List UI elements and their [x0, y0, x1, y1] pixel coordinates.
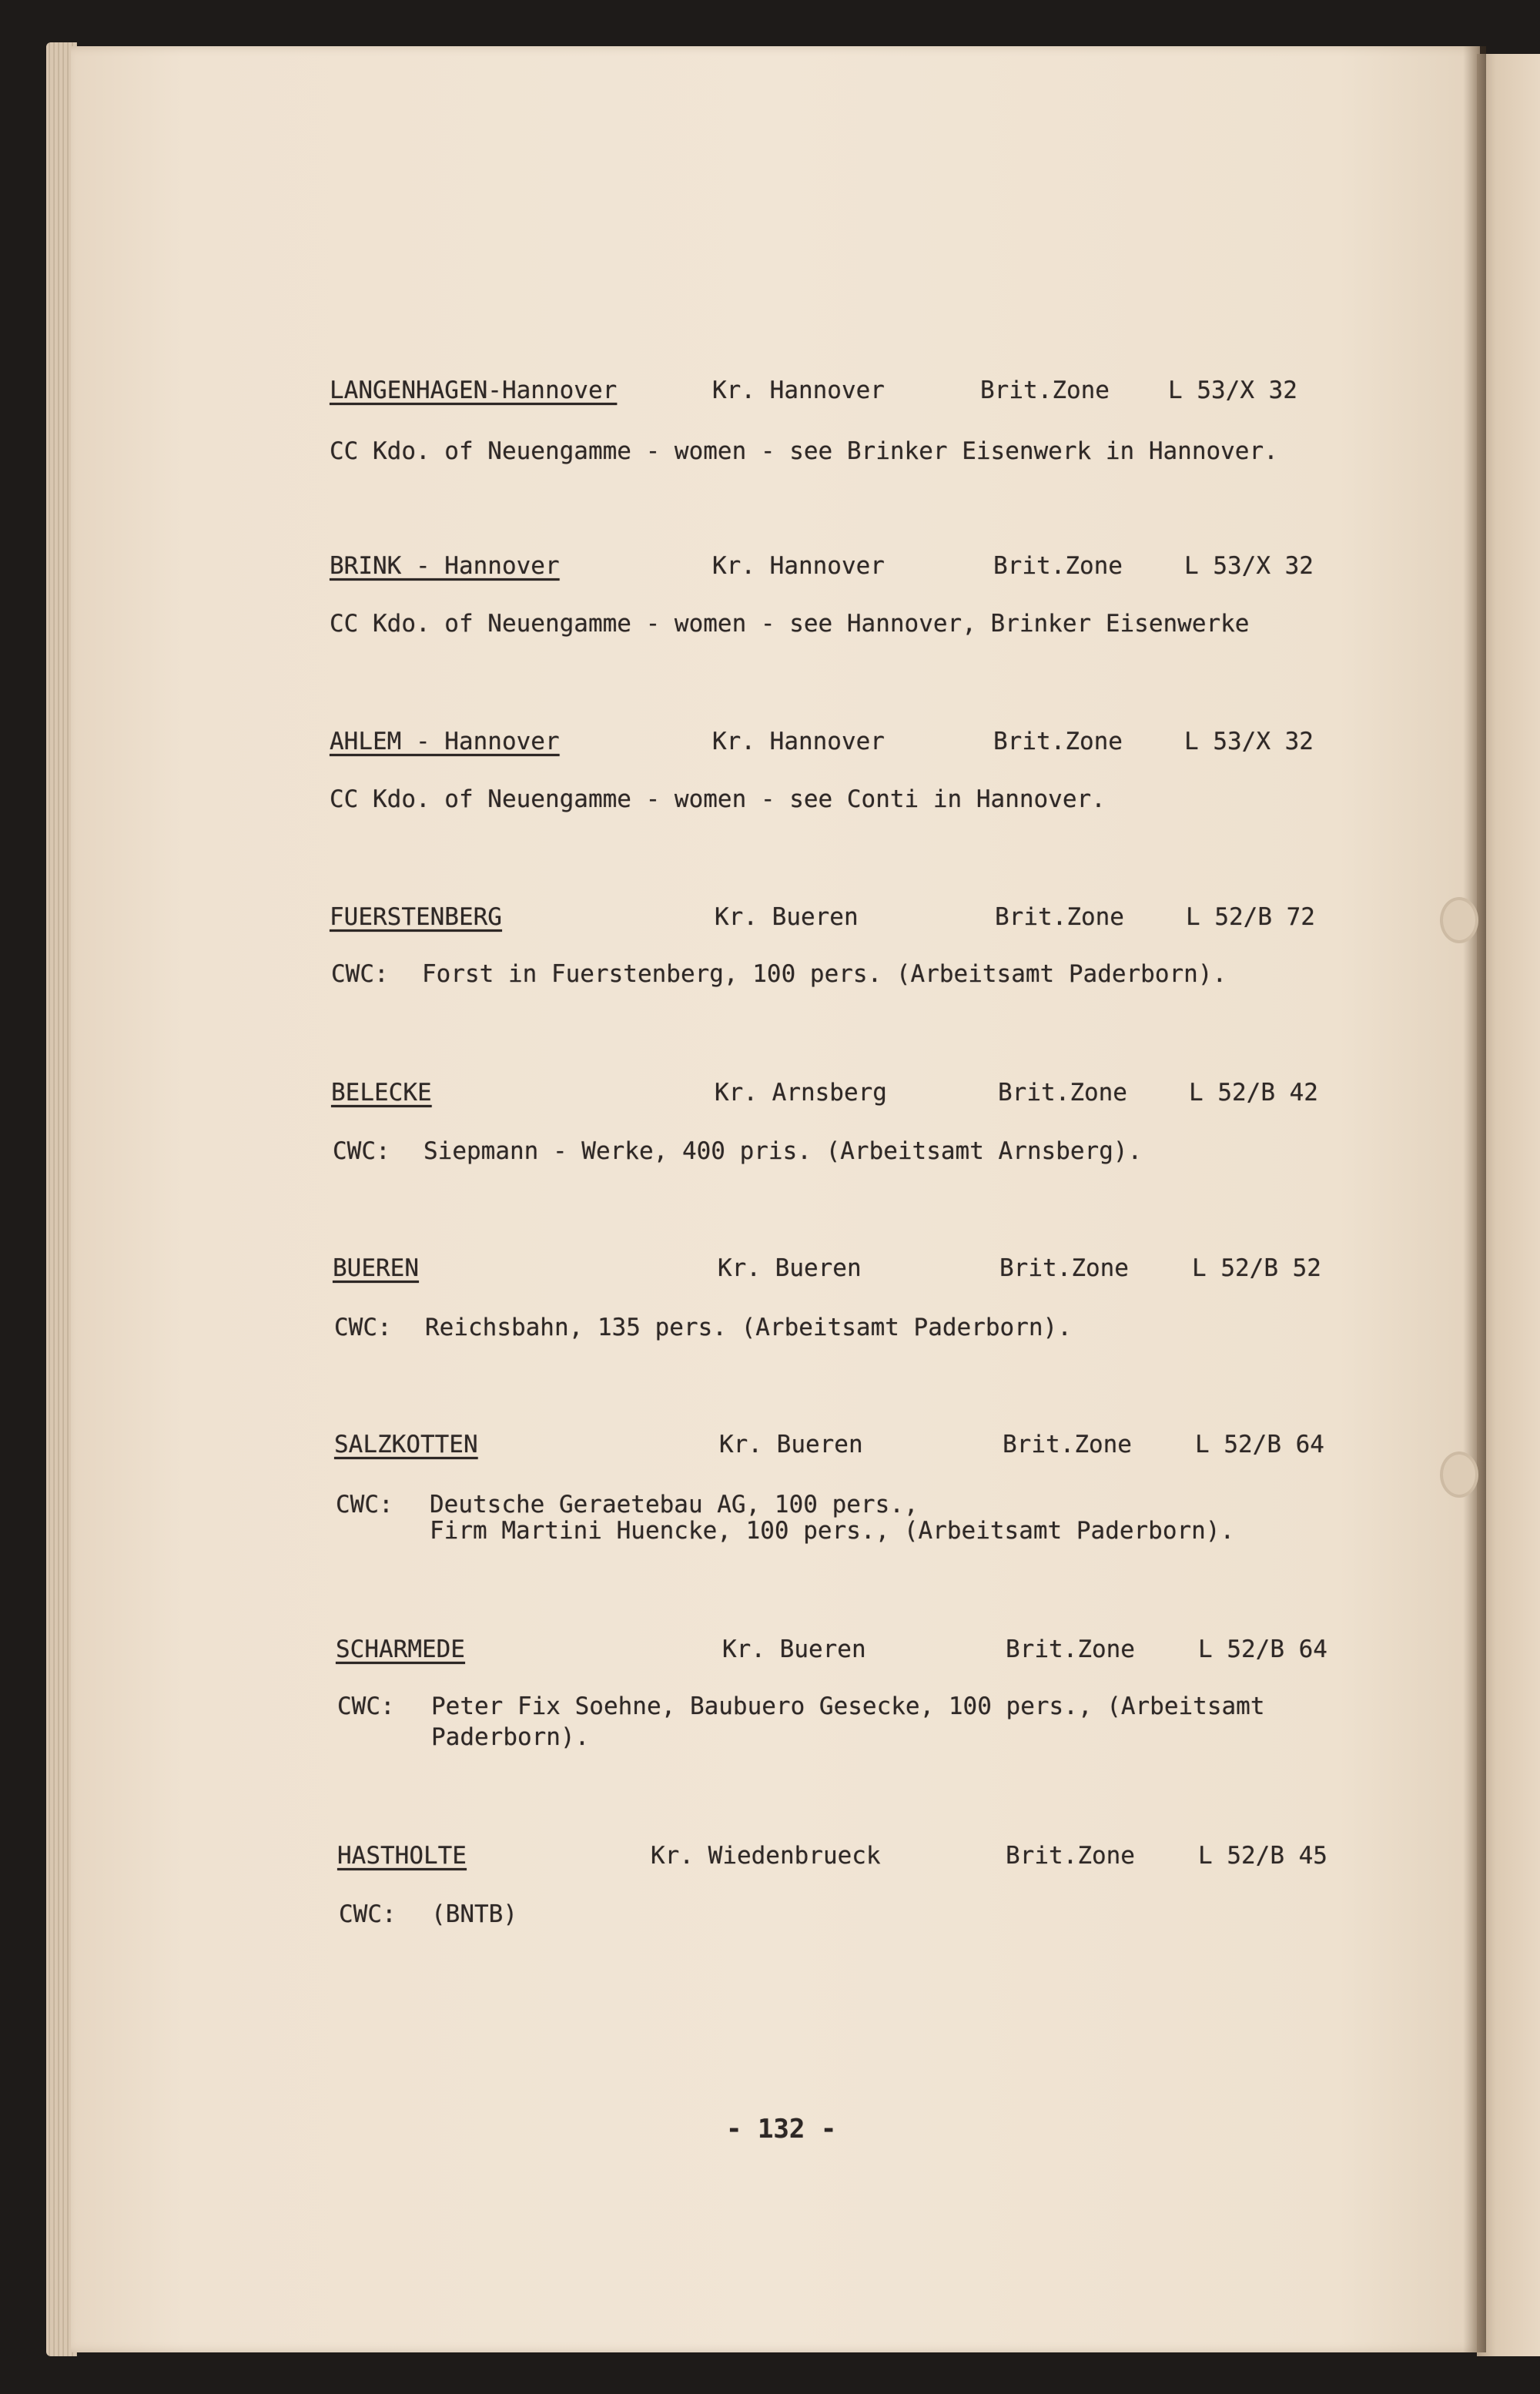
entry-place: BUEREN: [333, 1254, 419, 1282]
entry-map-ref: L 52/B 64: [1195, 1431, 1324, 1458]
entry-kreis: Kr. Bueren: [718, 1254, 862, 1282]
entry-label: CWC:: [336, 1491, 393, 1518]
entry-place: SALZKOTTEN: [334, 1431, 478, 1458]
entry-place: AHLEM - Hannover: [330, 728, 560, 755]
entry-kreis: Kr. Arnsberg: [715, 1079, 887, 1107]
entry-label: CWC:: [333, 1137, 390, 1165]
entry-map-ref: L 52/B 45: [1198, 1842, 1327, 1870]
punch-hole: [1440, 1451, 1478, 1498]
entry-place: BELECKE: [331, 1079, 432, 1107]
punch-hole: [1440, 897, 1478, 943]
entry-text: CC Kdo. of Neuengamme - women - see Brinker Eisenwerk in Hannover.: [330, 437, 1278, 465]
entry-place: SCHARMEDE: [336, 1636, 465, 1663]
entry-place: BRINK - Hannover: [330, 552, 560, 580]
entry-zone: Brit.Zone: [995, 903, 1124, 931]
entry-text: Paderborn).: [431, 1723, 590, 1751]
page-number: - 132 -: [726, 2114, 837, 2145]
entry-label: CWC:: [337, 1693, 395, 1720]
entry-zone: Brit.Zone: [993, 728, 1123, 755]
entry-text: Forst in Fuerstenberg, 100 pers. (Arbeitsamt Paderborn).: [422, 960, 1227, 988]
entry-map-ref: L 52/B 52: [1192, 1254, 1321, 1282]
entry-label: CWC:: [339, 1900, 397, 1928]
entry-text: Siepmann - Werke, 400 pris. (Arbeitsamt Arnsberg).: [424, 1137, 1143, 1165]
entry-zone: Brit.Zone: [1006, 1636, 1135, 1663]
entry-map-ref: L 53/X 32: [1168, 377, 1297, 404]
entry-text: (BNTB): [431, 1900, 517, 1928]
entry-map-ref: L 53/X 32: [1184, 728, 1314, 755]
entry-text: CC Kdo. of Neuengamme - women - see Conti in Hannover.: [330, 785, 1106, 813]
entry-zone: Brit.Zone: [993, 552, 1123, 580]
entry-kreis: Kr. Hannover: [712, 728, 885, 755]
entry-zone: Brit.Zone: [1003, 1431, 1132, 1458]
entry-zone: Brit.Zone: [998, 1079, 1127, 1107]
entry-map-ref: L 52/B 72: [1186, 903, 1315, 931]
entry-text: Peter Fix Soehne, Baubuero Gesecke, 100 pers., (Arbeitsamt: [431, 1693, 1265, 1720]
entry-place: LANGENHAGEN-Hannover: [330, 377, 618, 404]
entry-kreis: Kr. Hannover: [712, 552, 885, 580]
entry-zone: Brit.Zone: [999, 1254, 1129, 1282]
entry-kreis: Kr. Bueren: [719, 1431, 863, 1458]
entry-kreis: Kr. Bueren: [715, 903, 859, 931]
entry-zone: Brit.Zone: [1006, 1842, 1135, 1870]
entry-kreis: Kr. Bueren: [722, 1636, 866, 1663]
entry-place: HASTHOLTE: [337, 1842, 467, 1870]
entry-text: CC Kdo. of Neuengamme - women - see Hannover, Brinker Eisenwerke: [330, 610, 1250, 638]
entry-zone: Brit.Zone: [980, 377, 1110, 404]
facing-page-edge: [1477, 54, 1540, 2356]
binding-shadow: [1463, 46, 1486, 2352]
entry-label: CWC:: [331, 960, 389, 988]
entry-text: Firm Martini Huencke, 100 pers., (Arbeitsamt Paderborn).: [430, 1517, 1235, 1545]
entry-kreis: Kr. Wiedenbrueck: [651, 1842, 881, 1870]
entry-map-ref: L 52/B 42: [1189, 1079, 1318, 1107]
entry-text: Reichsbahn, 135 pers. (Arbeitsamt Paderborn).: [425, 1314, 1072, 1341]
entry-text: Deutsche Geraetebau AG, 100 pers.,: [430, 1491, 919, 1518]
entry-map-ref: L 53/X 32: [1184, 552, 1314, 580]
entry-label: CWC:: [334, 1314, 392, 1341]
entry-place: FUERSTENBERG: [330, 903, 502, 931]
entry-kreis: Kr. Hannover: [712, 377, 885, 404]
entry-map-ref: L 52/B 64: [1198, 1636, 1327, 1663]
